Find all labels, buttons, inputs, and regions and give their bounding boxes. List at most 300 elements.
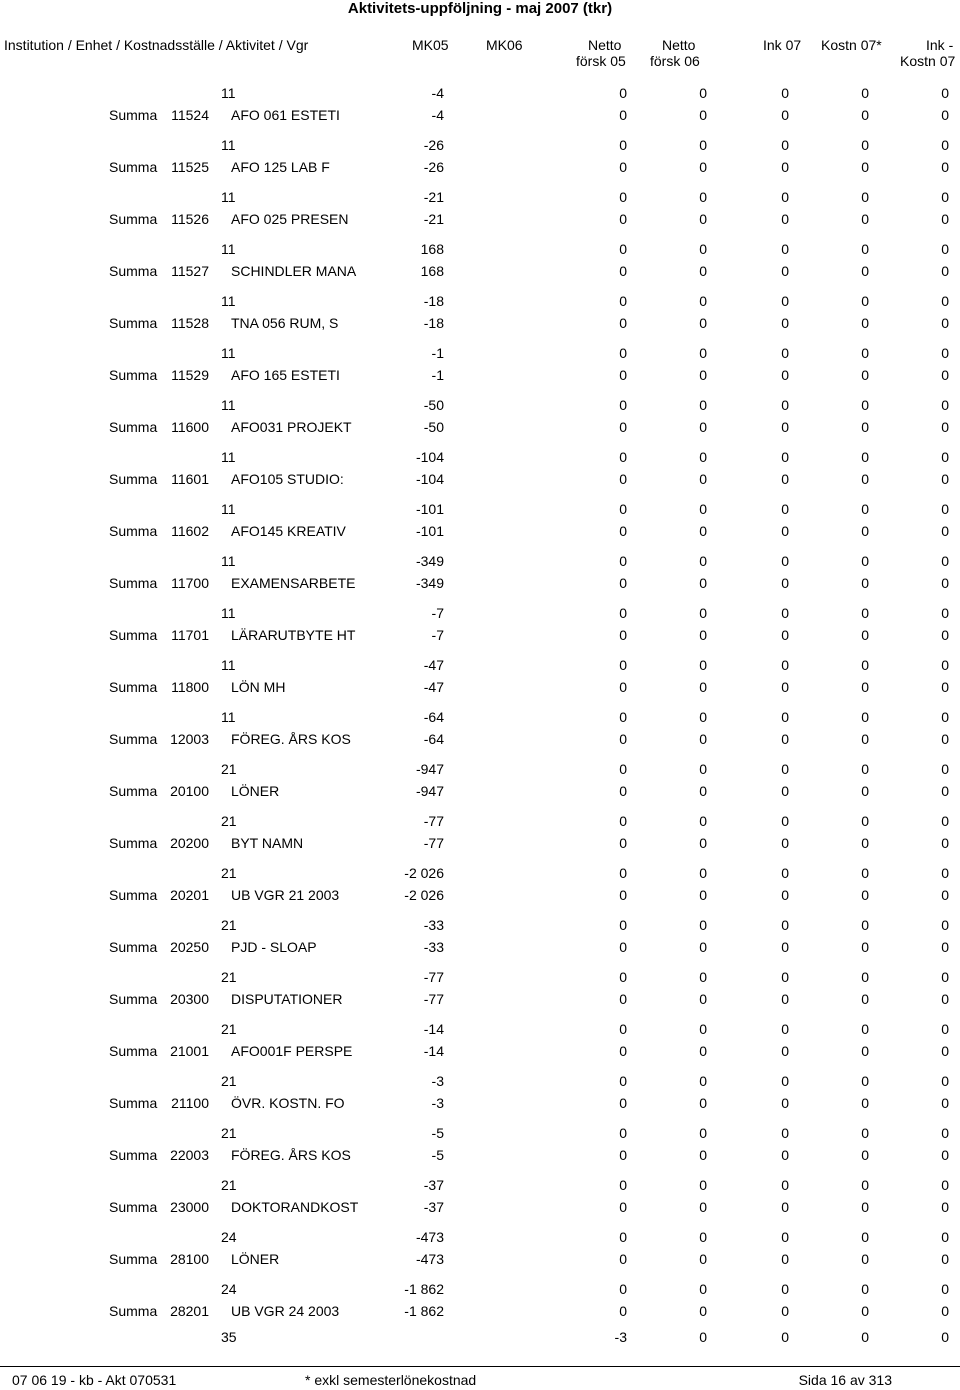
n05-value: 0	[619, 397, 627, 413]
inst-code: 21	[221, 917, 237, 933]
n05-sum-value: 0	[619, 211, 627, 227]
mk05-value: -26	[423, 137, 444, 153]
ik-sum-value: 0	[941, 939, 949, 955]
kos-value: 0	[861, 241, 869, 257]
n05-value: 0	[619, 1073, 627, 1089]
ik-sum-value: 0	[941, 211, 949, 227]
n06-value: 0	[699, 137, 707, 153]
ink-sum-value: 0	[781, 783, 789, 799]
mk05-value: -104	[415, 449, 444, 465]
ik-value: 0	[941, 657, 949, 673]
detail-row	[0, 1174, 960, 1196]
n05-sum-value: 0	[619, 679, 627, 695]
mk05-sum-value: -1 862	[404, 1303, 444, 1319]
ik-value: 0	[941, 1125, 949, 1141]
summary-row	[0, 1248, 960, 1270]
ink-sum-value: 0	[781, 1303, 789, 1319]
summary-row	[0, 936, 960, 958]
activity-name: FÖREG. ÅRS KOS	[231, 731, 351, 747]
summa-label: Summa	[109, 419, 158, 435]
ik-value: 0	[941, 917, 949, 933]
inst-code: 21	[221, 1073, 237, 1089]
n05-value: 0	[619, 345, 627, 361]
ik-value: 0	[941, 1021, 949, 1037]
cost-center-code: 11529	[171, 367, 209, 383]
n06-sum-value: 0	[699, 1147, 707, 1163]
n06-sum-value: 0	[699, 315, 707, 331]
mk05-sum-value: -101	[415, 523, 444, 539]
mk05-value: -4	[431, 85, 444, 101]
inst-code: 11	[221, 241, 236, 257]
summary-row	[0, 312, 960, 334]
report-body	[0, 76, 960, 1324]
n05-value: 0	[619, 501, 627, 517]
mk05-value: -947	[415, 761, 444, 777]
ink-value: 0	[781, 917, 789, 933]
activity-group	[0, 180, 960, 232]
kos-sum-value: 0	[861, 263, 869, 279]
activity-name: AFO 061 ESTETI	[231, 107, 340, 123]
kos-value: 0	[861, 553, 869, 569]
n06-value: 0	[699, 189, 707, 205]
kos-value: 0	[861, 865, 869, 881]
inst-code: 11	[221, 709, 236, 725]
n06-value: 0	[699, 553, 707, 569]
kos-sum-value: 0	[861, 211, 869, 227]
summary-row	[0, 572, 960, 594]
kos-value: 0	[861, 1021, 869, 1037]
n05-value: 0	[619, 1125, 627, 1141]
n05-sum-value: 0	[619, 107, 627, 123]
mk05-sum-value: -104	[415, 471, 444, 487]
n06-sum-value: 0	[699, 939, 707, 955]
summa-label: Summa	[109, 367, 158, 383]
col-inkkostn-header-l1: Ink -	[926, 37, 954, 53]
col-netto06-header-l2: försk 06	[650, 53, 700, 69]
last-row-kos: 0	[861, 1329, 869, 1345]
n05-value: 0	[619, 553, 627, 569]
inst-code: 11	[221, 293, 236, 309]
kos-sum-value: 0	[861, 991, 869, 1007]
ik-sum-value: 0	[941, 419, 949, 435]
kos-sum-value: 0	[861, 1303, 869, 1319]
mk05-sum-value: -5	[431, 1147, 444, 1163]
cost-center-code: 11602	[171, 523, 209, 539]
ink-value: 0	[781, 397, 789, 413]
mk05-value: -64	[423, 709, 444, 725]
summa-label: Summa	[109, 783, 158, 799]
n05-sum-value: 0	[619, 731, 627, 747]
n06-sum-value: 0	[699, 419, 707, 435]
cost-center-code: 11800	[171, 679, 209, 695]
inst-code: 11	[221, 501, 236, 517]
activity-name: AFO001F PERSPE	[231, 1043, 353, 1059]
last-row	[0, 1326, 960, 1348]
n06-sum-value: 0	[699, 263, 707, 279]
activity-group	[0, 544, 960, 596]
inst-code: 21	[221, 1177, 237, 1193]
n06-value: 0	[699, 345, 707, 361]
summa-label: Summa	[109, 627, 158, 643]
ik-sum-value: 0	[941, 731, 949, 747]
page-footer	[0, 1366, 960, 1390]
n06-value: 0	[699, 1177, 707, 1193]
detail-row	[0, 1226, 960, 1248]
n06-sum-value: 0	[699, 679, 707, 695]
n06-value: 0	[699, 1125, 707, 1141]
n05-value: 0	[619, 1281, 627, 1297]
cost-center-code: 20100	[170, 783, 209, 799]
activity-group	[0, 284, 960, 336]
summary-row	[0, 156, 960, 178]
activity-group	[0, 1064, 960, 1116]
n06-value: 0	[699, 397, 707, 413]
ink-sum-value: 0	[781, 107, 789, 123]
summa-label: Summa	[109, 263, 158, 279]
mk05-sum-value: -37	[423, 1199, 444, 1215]
mk05-value: -7	[431, 605, 444, 621]
ik-value: 0	[941, 293, 949, 309]
activity-name: AFO105 STUDIO:	[231, 471, 344, 487]
mk05-value: -47	[423, 657, 444, 673]
cost-center-code: 20250	[170, 939, 209, 955]
cost-center-code: 11526	[171, 211, 209, 227]
n05-sum-value: 0	[619, 159, 627, 175]
detail-row	[0, 706, 960, 728]
summary-row	[0, 1196, 960, 1218]
activity-name: UB VGR 24 2003	[231, 1303, 340, 1319]
n05-sum-value: 0	[619, 939, 627, 955]
cost-center-code: 11701	[171, 627, 209, 643]
n06-sum-value: 0	[699, 835, 707, 851]
cost-center-code: 11700	[171, 575, 209, 591]
kos-value: 0	[861, 761, 869, 777]
detail-row	[0, 186, 960, 208]
mk05-value: -77	[423, 813, 444, 829]
ink-sum-value: 0	[781, 1043, 789, 1059]
summary-row	[0, 520, 960, 542]
kos-value: 0	[861, 449, 869, 465]
inst-code: 11	[221, 137, 236, 153]
last-row-n05: -3	[614, 1329, 627, 1345]
ink-value: 0	[781, 553, 789, 569]
n06-sum-value: 0	[699, 1199, 707, 1215]
activity-name: LÄRARUTBYTE HT	[231, 627, 356, 643]
detail-row	[0, 758, 960, 780]
n05-sum-value: 0	[619, 627, 627, 643]
activity-group	[0, 1220, 960, 1272]
col-mk06-header: MK06	[486, 37, 523, 53]
n06-value: 0	[699, 865, 707, 881]
kos-value: 0	[861, 345, 869, 361]
detail-row	[0, 342, 960, 364]
cost-center-code: 28201	[170, 1303, 209, 1319]
activity-name: UB VGR 21 2003	[231, 887, 340, 903]
mk05-value: -473	[415, 1229, 444, 1245]
mk05-sum-value: -4	[431, 107, 444, 123]
mk05-value: -37	[423, 1177, 444, 1193]
summa-label: Summa	[109, 1199, 158, 1215]
ik-sum-value: 0	[941, 627, 949, 643]
ik-value: 0	[941, 345, 949, 361]
ink-value: 0	[781, 85, 789, 101]
ik-value: 0	[941, 709, 949, 725]
mk05-sum-value: -473	[415, 1251, 444, 1267]
ik-sum-value: 0	[941, 1095, 949, 1111]
kos-value: 0	[861, 397, 869, 413]
n06-value: 0	[699, 605, 707, 621]
ik-value: 0	[941, 501, 949, 517]
n05-sum-value: 0	[619, 575, 627, 591]
mk05-value: -2 026	[404, 865, 444, 881]
activity-name: AFO 025 PRESEN	[231, 211, 349, 227]
last-row-inst: 35	[221, 1329, 237, 1345]
ink-value: 0	[781, 1073, 789, 1089]
n05-value: 0	[619, 657, 627, 673]
inst-code: 21	[221, 865, 237, 881]
detail-row	[0, 394, 960, 416]
n05-sum-value: 0	[619, 783, 627, 799]
n06-value: 0	[699, 501, 707, 517]
ink-value: 0	[781, 969, 789, 985]
summa-label: Summa	[109, 991, 158, 1007]
n05-value: 0	[619, 761, 627, 777]
activity-group	[0, 1012, 960, 1064]
mk05-sum-value: -77	[423, 835, 444, 851]
ink-sum-value: 0	[781, 679, 789, 695]
activity-group	[0, 752, 960, 804]
ik-sum-value: 0	[941, 1147, 949, 1163]
ink-sum-value: 0	[781, 523, 789, 539]
summa-label: Summa	[109, 575, 158, 591]
n06-sum-value: 0	[699, 627, 707, 643]
n05-value: 0	[619, 293, 627, 309]
kos-value: 0	[861, 85, 869, 101]
mk05-sum-value: -33	[423, 939, 444, 955]
col-netto05-header-l1: Netto	[588, 37, 622, 53]
n05-value: 0	[619, 85, 627, 101]
inst-code: 21	[221, 969, 237, 985]
activity-name: DOKTORANDKOST	[231, 1199, 359, 1215]
ik-value: 0	[941, 1229, 949, 1245]
cost-center-code: 20201	[170, 887, 209, 903]
activity-name: SCHINDLER MANA	[231, 263, 357, 279]
cost-center-code: 11601	[171, 471, 209, 487]
activity-name: TNA 056 RUM, S	[231, 315, 339, 331]
inst-code: 11	[221, 189, 236, 205]
ink-value: 0	[781, 761, 789, 777]
inst-code: 11	[221, 397, 236, 413]
mk05-value: -3	[431, 1073, 444, 1089]
mk05-sum-value: 168	[420, 263, 444, 279]
kos-value: 0	[861, 657, 869, 673]
kos-sum-value: 0	[861, 679, 869, 695]
ink-sum-value: 0	[781, 939, 789, 955]
ik-value: 0	[941, 1073, 949, 1089]
cost-center-code: 21001	[170, 1043, 209, 1059]
activity-group	[0, 1116, 960, 1168]
activity-name: ÖVR. KOSTN. FO	[231, 1095, 345, 1111]
ink-sum-value: 0	[781, 1199, 789, 1215]
mk05-sum-value: -14	[423, 1043, 444, 1059]
n05-value: 0	[619, 813, 627, 829]
ik-value: 0	[941, 969, 949, 985]
mk05-value: -50	[423, 397, 444, 413]
kos-sum-value: 0	[861, 1199, 869, 1215]
ink-sum-value: 0	[781, 315, 789, 331]
activity-group	[0, 388, 960, 440]
ik-sum-value: 0	[941, 575, 949, 591]
ik-sum-value: 0	[941, 887, 949, 903]
n06-sum-value: 0	[699, 159, 707, 175]
n05-value: 0	[619, 917, 627, 933]
detail-row	[0, 290, 960, 312]
ik-sum-value: 0	[941, 315, 949, 331]
summa-label: Summa	[109, 1251, 158, 1267]
activity-group	[0, 336, 960, 388]
kos-sum-value: 0	[861, 367, 869, 383]
ink-sum-value: 0	[781, 627, 789, 643]
ink-value: 0	[781, 865, 789, 881]
n06-sum-value: 0	[699, 731, 707, 747]
n05-sum-value: 0	[619, 1251, 627, 1267]
kos-sum-value: 0	[861, 1251, 869, 1267]
kos-sum-value: 0	[861, 1147, 869, 1163]
kos-sum-value: 0	[861, 783, 869, 799]
n06-value: 0	[699, 1281, 707, 1297]
kos-sum-value: 0	[861, 835, 869, 851]
ink-value: 0	[781, 605, 789, 621]
cost-center-code: 28100	[170, 1251, 209, 1267]
inst-code: 11	[221, 657, 236, 673]
ink-sum-value: 0	[781, 835, 789, 851]
n05-sum-value: 0	[619, 471, 627, 487]
mk05-sum-value: -349	[415, 575, 444, 591]
n05-value: 0	[619, 241, 627, 257]
n06-sum-value: 0	[699, 1043, 707, 1059]
ik-value: 0	[941, 761, 949, 777]
mk05-sum-value: -18	[423, 315, 444, 331]
ink-sum-value: 0	[781, 263, 789, 279]
ink-value: 0	[781, 813, 789, 829]
ik-value: 0	[941, 85, 949, 101]
ink-value: 0	[781, 1229, 789, 1245]
detail-row	[0, 446, 960, 468]
mk05-value: -21	[423, 189, 444, 205]
summa-label: Summa	[109, 835, 158, 851]
summa-label: Summa	[109, 107, 158, 123]
n06-sum-value: 0	[699, 523, 707, 539]
detail-row	[0, 1018, 960, 1040]
summary-row	[0, 780, 960, 802]
ink-value: 0	[781, 189, 789, 205]
summa-label: Summa	[109, 731, 158, 747]
kos-value: 0	[861, 1177, 869, 1193]
summa-label: Summa	[109, 679, 158, 695]
ink-value: 0	[781, 241, 789, 257]
n06-sum-value: 0	[699, 1095, 707, 1111]
ik-sum-value: 0	[941, 523, 949, 539]
kos-sum-value: 0	[861, 1043, 869, 1059]
last-row-n06: 0	[699, 1329, 707, 1345]
activity-name: PJD - SLOAP	[231, 939, 317, 955]
col-kostn07-header: Kostn 07*	[821, 37, 882, 53]
n05-value: 0	[619, 1021, 627, 1037]
activity-group	[0, 76, 960, 128]
ink-sum-value: 0	[781, 1147, 789, 1163]
activity-name: FÖREG. ÅRS KOS	[231, 1147, 351, 1163]
activity-name: DISPUTATIONER	[231, 991, 343, 1007]
mk05-sum-value: -47	[423, 679, 444, 695]
kos-sum-value: 0	[861, 419, 869, 435]
ik-sum-value: 0	[941, 835, 949, 851]
ik-sum-value: 0	[941, 1251, 949, 1267]
kos-value: 0	[861, 293, 869, 309]
summa-label: Summa	[109, 523, 158, 539]
summa-label: Summa	[109, 1095, 158, 1111]
footer-page-number: Sida 16 av 313	[798, 1372, 892, 1388]
mk05-sum-value: -1	[431, 367, 444, 383]
detail-row	[0, 654, 960, 676]
last-row-ink: 0	[781, 1329, 789, 1345]
ink-value: 0	[781, 1177, 789, 1193]
ik-sum-value: 0	[941, 107, 949, 123]
cost-center-code: 11528	[171, 315, 209, 331]
col-netto05-header-l2: försk 05	[576, 53, 626, 69]
activity-name: AFO 165 ESTETI	[231, 367, 340, 383]
activity-group	[0, 648, 960, 700]
mk05-sum-value: -26	[423, 159, 444, 175]
kos-sum-value: 0	[861, 523, 869, 539]
n05-sum-value: 0	[619, 263, 627, 279]
n06-value: 0	[699, 813, 707, 829]
cost-center-code: 11524	[171, 107, 209, 123]
mk05-value: -349	[415, 553, 444, 569]
ink-sum-value: 0	[781, 575, 789, 591]
n05-sum-value: 0	[619, 1199, 627, 1215]
kos-value: 0	[861, 917, 869, 933]
kos-value: 0	[861, 1281, 869, 1297]
activity-name: AFO 125 LAB F	[231, 159, 330, 175]
mk05-sum-value: -2 026	[404, 887, 444, 903]
mk05-sum-value: -3	[431, 1095, 444, 1111]
n05-value: 0	[619, 605, 627, 621]
n05-sum-value: 0	[619, 315, 627, 331]
ik-value: 0	[941, 397, 949, 413]
col-netto06-header-l1: Netto	[662, 37, 696, 53]
ik-sum-value: 0	[941, 471, 949, 487]
ink-sum-value: 0	[781, 1251, 789, 1267]
mk05-value: -1 862	[404, 1281, 444, 1297]
ink-sum-value: 0	[781, 367, 789, 383]
summary-row	[0, 260, 960, 282]
summa-label: Summa	[109, 211, 158, 227]
ik-value: 0	[941, 189, 949, 205]
summary-row	[0, 1144, 960, 1166]
ink-value: 0	[781, 449, 789, 465]
ink-sum-value: 0	[781, 211, 789, 227]
cost-center-code: 11525	[171, 159, 209, 175]
mk05-sum-value: -64	[423, 731, 444, 747]
inst-code: 24	[221, 1229, 237, 1245]
ink-value: 0	[781, 1125, 789, 1141]
mk05-value: -5	[431, 1125, 444, 1141]
n06-value: 0	[699, 709, 707, 725]
kos-sum-value: 0	[861, 887, 869, 903]
n05-value: 0	[619, 1229, 627, 1245]
summary-row	[0, 104, 960, 126]
kos-value: 0	[861, 1125, 869, 1141]
